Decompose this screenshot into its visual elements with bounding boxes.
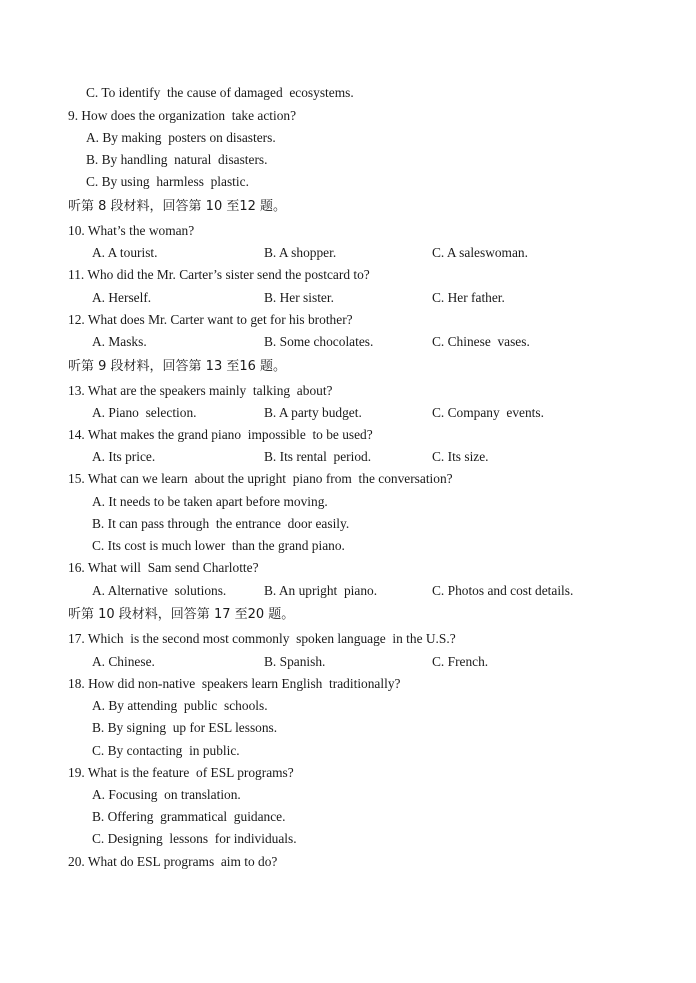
q16-option-c: C. Photos and cost details. <box>432 583 574 598</box>
q19-option-a: A. Focusing on translation. <box>92 787 241 802</box>
q11-question: 11. Who did the Mr. Carter’s sister send the postcard to? <box>68 267 370 282</box>
q18-option-c: C. By contacting in public. <box>92 743 240 758</box>
q16-option-b: B. An upright piano. <box>264 583 378 598</box>
q12-option-c: C. Chinese vases. <box>432 334 530 349</box>
q10-option-a: A. A tourist. <box>92 245 158 260</box>
q9-option-b: B. By handling natural disasters. <box>86 152 268 167</box>
q13-option-b: B. A party budget. <box>264 405 362 420</box>
q12-option-b: B. Some chocolates. <box>264 334 374 349</box>
q9-option-a: A. By making posters on disasters. <box>86 130 276 145</box>
q10-question: 10. What’s the woman? <box>68 223 195 238</box>
q17-option-a: A. Chinese. <box>92 654 155 669</box>
q11-option-b: B. Her sister. <box>264 290 334 305</box>
q10-option-c: C. A saleswoman. <box>432 245 528 260</box>
q19-option-b: B. Offering grammatical guidance. <box>92 809 286 824</box>
section-9-heading: 听第 9 段材料，回答第 13 至16 题。 <box>68 359 287 374</box>
q17-option-c: C. French. <box>432 654 489 669</box>
q9-option-c: C. By using harmless plastic. <box>86 174 249 189</box>
q12-question: 12. What does Mr. Carter want to get for his brother? <box>68 312 353 327</box>
q9-question: 9. How does the organization take action? <box>68 108 297 123</box>
q13-question: 13. What are the speakers mainly talking about? <box>68 383 333 398</box>
q14-question: 14. What makes the grand piano impossible to be used? <box>68 427 373 442</box>
q19-question: 19. What is the feature of ESL programs? <box>68 765 294 780</box>
q19-option-c: C. Designing lessons for individuals. <box>92 831 297 846</box>
q8-option-c: C. To identify the cause of damaged ecosystems. <box>86 85 354 100</box>
q14-option-c: C. Its size. <box>432 449 489 464</box>
q10-option-b: B. A shopper. <box>264 245 337 260</box>
section-10-heading: 听第 10 段材料，回答第 17 至20 题。 <box>68 607 295 622</box>
q15-question: 15. What can we learn about the upright piano from the conversation? <box>68 471 453 486</box>
q18-question: 18. How did non-native speakers learn English traditionally? <box>68 676 401 691</box>
q13-option-c: C. Company events. <box>432 405 544 420</box>
q14-option-a: A. Its price. <box>92 449 156 464</box>
q18-option-b: B. By signing up for ESL lessons. <box>92 720 278 735</box>
q17-option-b: B. Spanish. <box>264 654 326 669</box>
q15-option-c: C. Its cost is much lower than the grand piano. <box>92 538 345 553</box>
q13-option-a: A. Piano selection. <box>92 405 197 420</box>
section-8-heading: 听第 8 段材料，回答第 10 至12 题。 <box>68 199 287 214</box>
q15-option-b: B. It can pass through the entrance door easily. <box>92 516 350 531</box>
q20-question: 20. What do ESL programs aim to do? <box>68 854 278 869</box>
q16-question: 16. What will Sam send Charlotte? <box>68 560 259 575</box>
q11-option-c: C. Her father. <box>432 290 505 305</box>
q16-option-a: A. Alternative solutions. <box>92 583 227 598</box>
q14-option-b: B. Its rental period. <box>264 449 372 464</box>
q15-option-a: A. It needs to be taken apart before moving. <box>92 494 328 509</box>
q17-question: 17. Which is the second most commonly spoken language in the U.S.? <box>68 631 456 646</box>
q11-option-a: A. Herself. <box>92 290 152 305</box>
q18-option-a: A. By attending public schools. <box>92 698 268 713</box>
q12-option-a: A. Masks. <box>92 334 147 349</box>
